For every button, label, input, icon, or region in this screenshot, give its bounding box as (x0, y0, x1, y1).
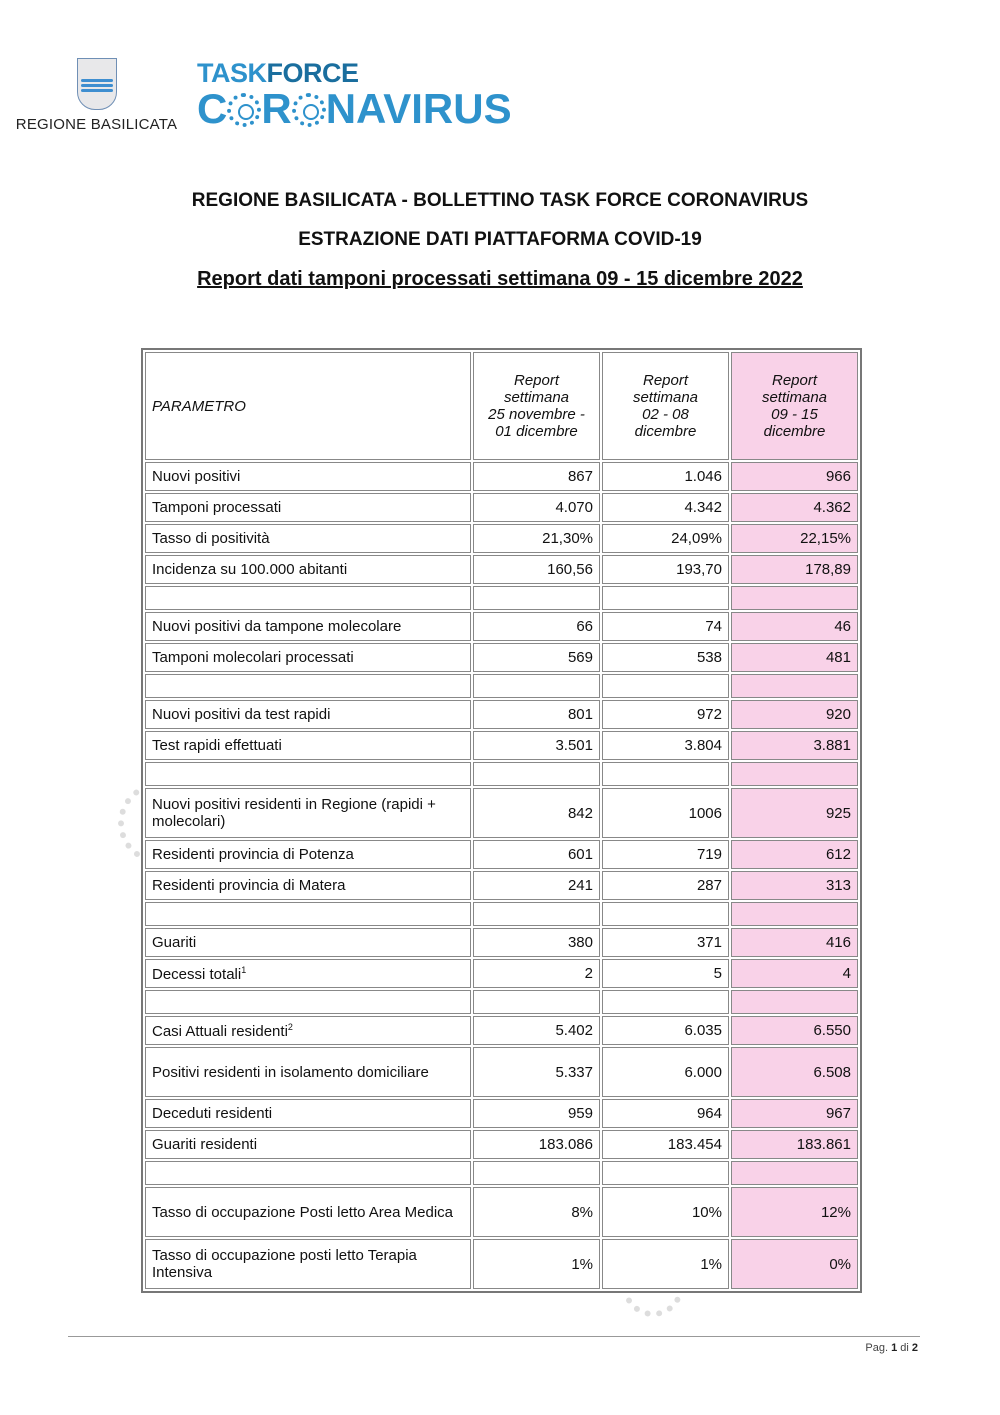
row-label (145, 1130, 471, 1159)
blank-cell (731, 586, 858, 610)
value-week-1: 21,30% (473, 524, 600, 553)
value-week-1: 801 (473, 700, 600, 729)
blank-cell (473, 762, 600, 786)
separator-row (145, 902, 858, 926)
table-row (145, 555, 858, 584)
value-week-3: 4.362 (731, 493, 858, 522)
row-label-text: Test rapidi effettuati (152, 737, 282, 754)
row-label-text: Tamponi processati (152, 499, 282, 516)
header-week-3: Report settimana 09 - 15 dicembre (731, 352, 858, 460)
row-label (145, 788, 471, 838)
row-label (145, 1239, 471, 1289)
row-label (145, 700, 471, 729)
value-week-2: 193,70 (602, 555, 729, 584)
value-week-2: 964 (602, 1099, 729, 1128)
value-week-1: 3.501 (473, 731, 600, 760)
table-row (145, 493, 858, 522)
value-week-2: 5 (602, 959, 729, 988)
report-subtitle: Report dati tamponi processati settimana 09 - 15 dicembre 2022 (197, 268, 803, 290)
value-week-1: 4.070 (473, 493, 600, 522)
value-week-1: 1% (473, 1239, 600, 1289)
blank-cell (602, 990, 729, 1014)
virus-icon (227, 93, 261, 127)
value-week-2: 6.035 (602, 1016, 729, 1045)
row-label-text: Tamponi molecolari processati (152, 649, 354, 666)
footer-divider (68, 1336, 920, 1337)
table-row (145, 1047, 858, 1097)
value-week-2: 1% (602, 1239, 729, 1289)
virus-icon (292, 93, 326, 127)
row-label (145, 1099, 471, 1128)
table-row (145, 1099, 858, 1128)
blank-cell (145, 674, 471, 698)
table-row (145, 788, 858, 838)
blank-cell (731, 990, 858, 1014)
table-row (145, 871, 858, 900)
value-week-3: 3.881 (731, 731, 858, 760)
table-row (145, 462, 858, 491)
table-row (145, 1187, 858, 1237)
value-week-2: 183.454 (602, 1130, 729, 1159)
value-week-2: 6.000 (602, 1047, 729, 1097)
row-label (145, 871, 471, 900)
table-header-row (145, 352, 858, 460)
separator-row (145, 674, 858, 698)
row-label (145, 612, 471, 641)
value-week-3: 4 (731, 959, 858, 988)
blank-cell (731, 674, 858, 698)
value-week-1: 569 (473, 643, 600, 672)
blank-cell (473, 586, 600, 610)
blank-cell (473, 1161, 600, 1185)
row-label-text: Incidenza su 100.000 abitanti (152, 561, 348, 578)
row-label-text: Nuovi positivi da test rapidi (152, 706, 331, 723)
row-label (145, 1016, 471, 1045)
table-row (145, 643, 858, 672)
row-label-text: Deceduti residenti (152, 1105, 273, 1122)
value-week-3: 6.550 (731, 1016, 858, 1045)
row-label-text: Nuovi positivi da tampone molecolare (152, 618, 402, 635)
blank-cell (602, 1161, 729, 1185)
value-week-3: 12% (731, 1187, 858, 1237)
separator-row (145, 762, 858, 786)
value-week-1: 959 (473, 1099, 600, 1128)
blank-cell (731, 902, 858, 926)
table-row (145, 1239, 858, 1289)
value-week-2: 538 (602, 643, 729, 672)
document-titles (0, 190, 1000, 308)
table-row (145, 959, 858, 988)
row-label-text: Positivi residenti in isolamento domiciliare (152, 1063, 429, 1081)
value-week-2: 287 (602, 871, 729, 900)
value-week-3: 46 (731, 612, 858, 641)
blank-cell (602, 762, 729, 786)
blank-cell (473, 902, 600, 926)
value-week-2: 10% (602, 1187, 729, 1237)
value-week-2: 4.342 (602, 493, 729, 522)
row-label (145, 524, 471, 553)
table-row (145, 731, 858, 760)
footnote-marker: 1 (241, 964, 247, 975)
row-label (145, 840, 471, 869)
row-label (145, 959, 471, 988)
row-label (145, 462, 471, 491)
value-week-3: 313 (731, 871, 858, 900)
value-week-3: 416 (731, 928, 858, 957)
table-row (145, 1130, 858, 1159)
row-label-text: Nuovi positivi (152, 468, 241, 485)
table-row (145, 612, 858, 641)
table-row (145, 840, 858, 869)
table-row (145, 524, 858, 553)
value-week-1: 601 (473, 840, 600, 869)
row-label-text: Tasso di occupazione posti letto Terapia Intensiva (152, 1247, 417, 1281)
row-label-text: Tasso di positività (152, 530, 270, 547)
footnote-marker: 2 (287, 1021, 293, 1032)
blank-cell (602, 586, 729, 610)
row-label-text: Residenti provincia di Potenza (152, 846, 354, 863)
value-week-1: 241 (473, 871, 600, 900)
value-week-3: 966 (731, 462, 858, 491)
value-week-1: 2 (473, 959, 600, 988)
row-label-text: Nuovi positivi residenti in Regione (rapidi + molecolari) (152, 796, 436, 830)
logo-force: FORCE (266, 58, 359, 88)
value-week-3: 6.508 (731, 1047, 858, 1097)
row-label-text: Guariti residenti (152, 1136, 258, 1153)
table-row (145, 928, 858, 957)
value-week-3: 22,15% (731, 524, 858, 553)
separator-row (145, 990, 858, 1014)
value-week-2: 371 (602, 928, 729, 957)
value-week-1: 5.402 (473, 1016, 600, 1045)
value-week-1: 842 (473, 788, 600, 838)
row-label-text: Residenti provincia di Matera (152, 877, 346, 894)
blank-cell (145, 902, 471, 926)
blank-cell (145, 990, 471, 1014)
table-row (145, 1016, 858, 1045)
data-table (141, 348, 862, 1293)
title-line-2: ESTRAZIONE DATI PIATTAFORMA COVID-19 (298, 229, 702, 250)
title-line-1: REGIONE BASILICATA - BOLLETTINO TASK FORCE CORONAVIRUS (191, 190, 809, 211)
region-crest-icon (77, 58, 117, 110)
value-week-2: 719 (602, 840, 729, 869)
row-label (145, 493, 471, 522)
value-week-1: 5.337 (473, 1047, 600, 1097)
blank-cell (602, 902, 729, 926)
region-logo-text: REGIONE BASILICATA (15, 116, 178, 133)
value-week-1: 867 (473, 462, 600, 491)
separator-row (145, 586, 858, 610)
logo-task: TASK (197, 58, 267, 88)
row-label (145, 643, 471, 672)
row-label (145, 1047, 471, 1097)
value-week-1: 160,56 (473, 555, 600, 584)
separator-row (145, 1161, 858, 1185)
value-week-3: 481 (731, 643, 858, 672)
row-label (145, 1187, 471, 1237)
row-label-text: Casi Attuali residenti (152, 1022, 288, 1040)
value-week-2: 74 (602, 612, 729, 641)
value-week-3: 183.861 (731, 1130, 858, 1159)
value-week-3: 967 (731, 1099, 858, 1128)
blank-cell (602, 674, 729, 698)
header-week-1: Report settimana 25 novembre - 01 dicembre (473, 352, 600, 460)
taskforce-coronavirus-logo (197, 58, 512, 133)
value-week-3: 0% (731, 1239, 858, 1289)
value-week-3: 920 (731, 700, 858, 729)
row-label-text: Decessi totali (152, 965, 242, 983)
value-week-1: 380 (473, 928, 600, 957)
header-week-2: Report settimana 02 - 08 dicembre (602, 352, 729, 460)
logo-navirus: NAVIRUS (325, 85, 512, 132)
value-week-2: 3.804 (602, 731, 729, 760)
value-week-3: 178,89 (731, 555, 858, 584)
logo-r: R (261, 85, 292, 132)
blank-cell (145, 762, 471, 786)
blank-cell (731, 1161, 858, 1185)
value-week-2: 24,09% (602, 524, 729, 553)
value-week-2: 1.046 (602, 462, 729, 491)
row-label (145, 555, 471, 584)
blank-cell (473, 674, 600, 698)
value-week-2: 972 (602, 700, 729, 729)
blank-cell (145, 1161, 471, 1185)
table-row (145, 700, 858, 729)
blank-cell (473, 990, 600, 1014)
row-label (145, 731, 471, 760)
value-week-3: 612 (731, 840, 858, 869)
blank-cell (145, 586, 471, 610)
value-week-1: 183.086 (473, 1130, 600, 1159)
logo-c: C (197, 85, 228, 132)
row-label-text: Guariti (152, 934, 197, 951)
blank-cell (731, 762, 858, 786)
row-label (145, 928, 471, 957)
value-week-1: 66 (473, 612, 600, 641)
value-week-3: 925 (731, 788, 858, 838)
value-week-2: 1006 (602, 788, 729, 838)
page-number: Pag. 1 di 2 (865, 1342, 918, 1354)
value-week-1: 8% (473, 1187, 600, 1237)
region-basilicata-logo (14, 58, 179, 133)
header-parametro: PARAMETRO (145, 352, 471, 460)
row-label-text: Tasso di occupazione Posti letto Area Medica (152, 1203, 454, 1221)
